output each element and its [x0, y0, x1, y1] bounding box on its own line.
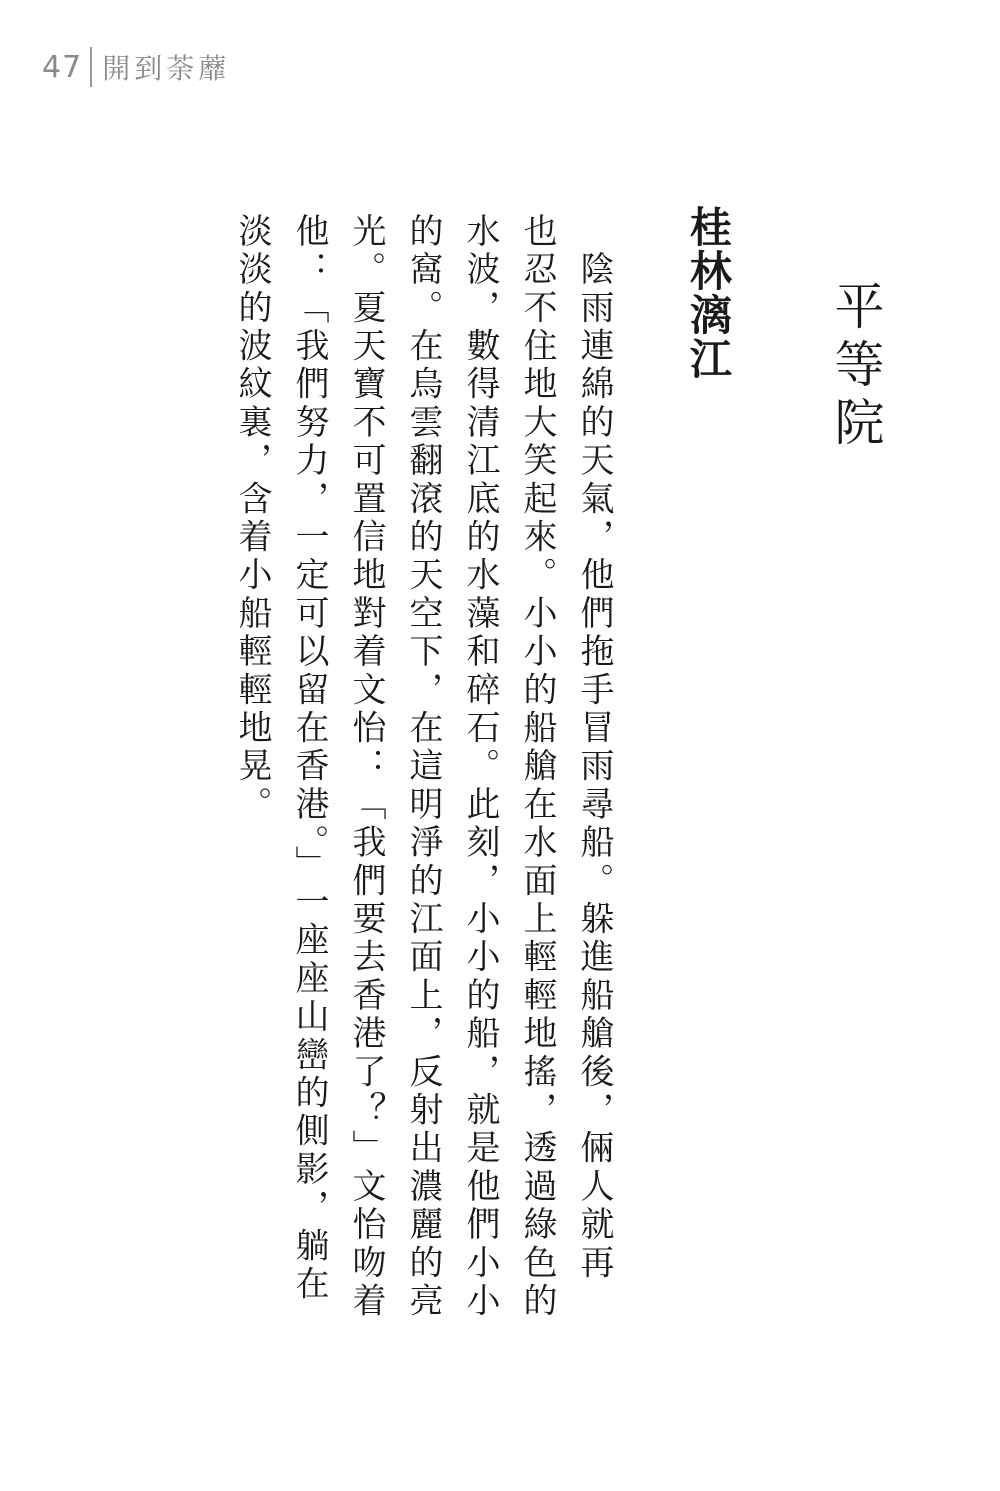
body-column-7: 淡淡的波紋裏，含着小船輕輕地晃。	[232, 213, 272, 825]
section-title: 桂林漓江	[683, 205, 733, 381]
page-number: 47	[42, 49, 83, 85]
header-divider	[90, 47, 92, 87]
chapter-title: 平等院	[826, 280, 885, 454]
body-column-6: 他：「我們努力，一定可以留在香港。」一座座山巒的側影，躺在	[289, 213, 329, 1304]
body-column-1: 陰雨連綿的天氣，他們拖手冒雨尋船。躲進船艙後，倆人就再	[574, 213, 614, 1283]
book-title: 開到荼蘼	[102, 52, 231, 85]
body-column-3: 水波，數得清江底的水藻和碎石。此刻，小小的船，就是他們小小	[460, 213, 500, 1321]
body-column-4: 的窩。在烏雲翻滾的天空下，在這明淨的江面上，反射出濃麗的亮	[403, 213, 443, 1321]
body-column-2: 也忍不住地大笑起來。小小的船艙在水面上輕輕地搖，透過綠色的	[517, 213, 557, 1321]
running-header	[42, 44, 230, 90]
body-column-5: 光。夏天寶不可置信地對着文怡：「我們要去香港了？」文怡吻着	[346, 213, 386, 1321]
